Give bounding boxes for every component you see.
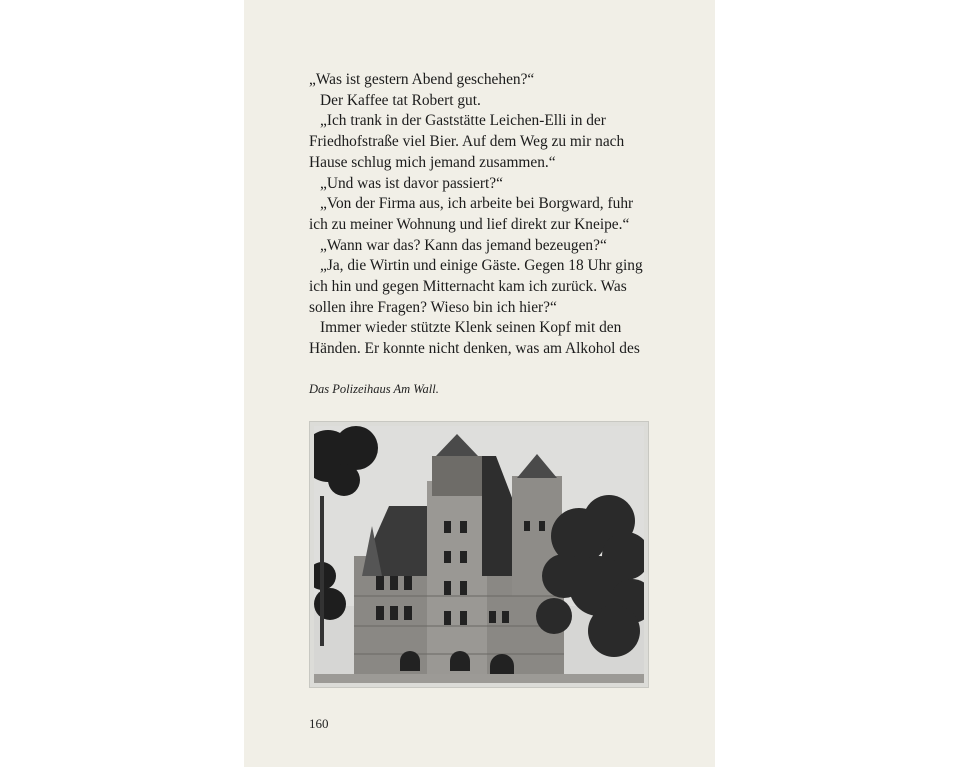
text-line: Hause schlug mich jemand zusammen.“ <box>309 153 556 171</box>
text-line: „Was ist gestern Abend geschehen?“ <box>309 71 535 88</box>
text-line: „Ja, die Wirtin und einige Gäste. Gegen 18 Uhr ging <box>320 257 643 275</box>
book-page <box>244 0 715 767</box>
photo-frame <box>309 421 649 688</box>
text-line: Friedhofstraße viel Bier. Auf dem Weg zu mir nach <box>309 133 625 151</box>
text-line: „Wann war das? Kann das jemand bezeugen?“ <box>320 236 607 254</box>
text-line: ich zu meiner Wohnung und lief direkt zur Kneipe.“ <box>309 215 630 233</box>
text-line: Immer wieder stützte Klenk seinen Kopf mit den <box>320 319 622 337</box>
text-line: „Von der Firma aus, ich arbeite bei Borgward, fuhr <box>320 195 634 213</box>
photo-caption: Das Polizeihaus Am Wall. <box>309 382 439 396</box>
text-line: „Und was ist davor passiert?“ <box>320 174 503 192</box>
text-line: Händen. Er konnte nicht denken, was am Alkohol des <box>309 340 640 358</box>
police-house-photo <box>314 426 644 683</box>
text-line: Der Kaffee tat Robert gut. <box>320 91 481 109</box>
body-text <box>309 70 649 360</box>
page-number: 160 <box>309 716 329 731</box>
text-line: sollen ihre Fragen? Wieso bin ich hier?“ <box>309 298 557 316</box>
text-line: ich hin und gegen Mitternacht kam ich zurück. Was <box>309 278 627 296</box>
text-line: „Ich trank in der Gaststätte Leichen-Elli in der <box>320 112 606 130</box>
